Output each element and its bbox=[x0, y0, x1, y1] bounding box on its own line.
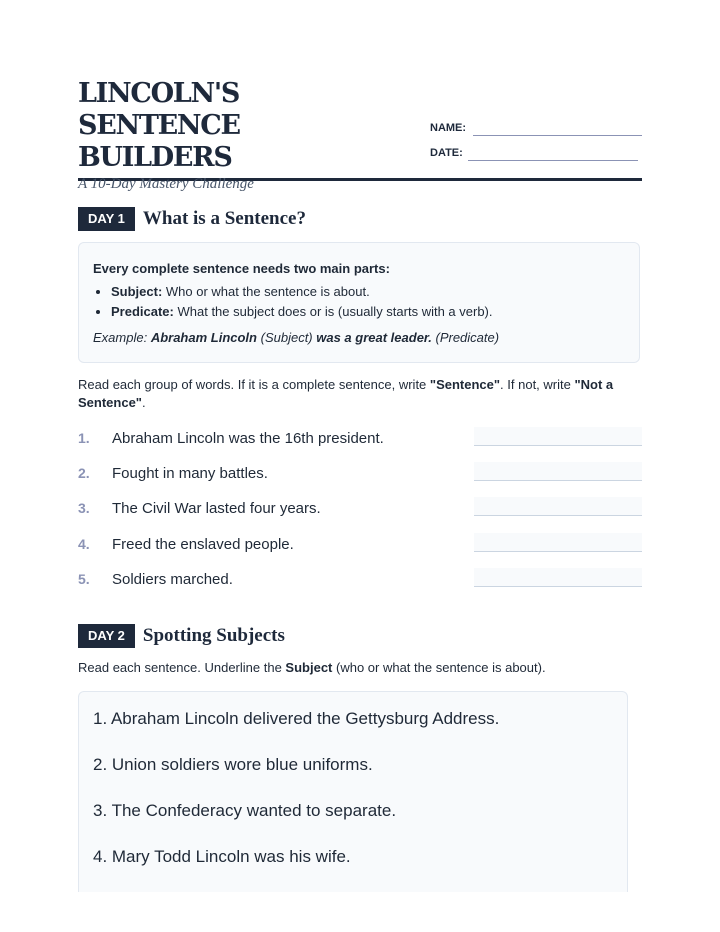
instructions-not-sentence-word: "Not a Sentence" bbox=[78, 377, 614, 410]
question-number: 3. bbox=[78, 500, 90, 516]
day1-heading bbox=[78, 207, 306, 231]
subject-sentence[interactable]: 1. Abraham Lincoln delivered the Gettysburg Address. bbox=[93, 709, 500, 728]
question-text: Abraham Lincoln was the 16th president. bbox=[112, 430, 384, 447]
name-field bbox=[430, 122, 466, 134]
subject-sentence[interactable]: 4. Mary Todd Lincoln was his wife. bbox=[93, 847, 351, 866]
question-number: 5. bbox=[78, 571, 90, 587]
answer-line[interactable] bbox=[474, 533, 642, 552]
example-prefix: Example: bbox=[93, 330, 151, 345]
question-number: 1. bbox=[78, 430, 90, 446]
worksheet-title: LINCOLN'S SENTENCE BUILDERS bbox=[78, 78, 240, 173]
question-row bbox=[78, 568, 642, 592]
question-text: Soldiers marched. bbox=[112, 571, 233, 588]
answer-line[interactable] bbox=[474, 497, 642, 516]
answer-line[interactable] bbox=[474, 427, 642, 446]
list-item bbox=[111, 302, 621, 322]
answer-line[interactable] bbox=[474, 462, 642, 481]
name-label: NAME: bbox=[430, 122, 467, 134]
date-label: DATE: bbox=[430, 147, 463, 159]
example-subject: Abraham Lincoln bbox=[150, 330, 257, 345]
example-predicate-tag: (Predicate) bbox=[431, 330, 500, 345]
day2-title: Spotting Subjects bbox=[142, 625, 285, 646]
predicate-term: Predicate: bbox=[111, 304, 174, 319]
subject-sentences-box bbox=[78, 691, 628, 892]
question-text: Freed the enslaved people. bbox=[112, 536, 294, 553]
name-line bbox=[473, 135, 642, 136]
instructions-text: (who or what the sentence is about). bbox=[332, 660, 546, 675]
question-row bbox=[78, 533, 642, 557]
day2-heading bbox=[78, 624, 285, 648]
parts-list bbox=[93, 282, 621, 322]
instructions-subject-word: Subject bbox=[285, 660, 333, 675]
subject-sentence[interactable]: 3. The Confederacy wanted to separate. bbox=[93, 801, 397, 820]
instructions-text: . bbox=[141, 395, 146, 410]
instructions-text: Read each group of words. If it is a complete sentence, write bbox=[78, 377, 430, 392]
question-number: 4. bbox=[78, 536, 90, 552]
instructions-sentence-word: "Sentence" bbox=[429, 377, 501, 392]
worksheet-subtitle: A 10-Day Mastery Challenge bbox=[78, 176, 254, 192]
predicate-definition: What the subject does or is (usually starts with a verb). bbox=[173, 304, 493, 319]
date-line bbox=[468, 160, 638, 161]
subject-definition: Who or what the sentence is about. bbox=[162, 284, 370, 299]
day1-badge: DAY 1 bbox=[78, 207, 135, 231]
date-field bbox=[430, 147, 463, 159]
sentence-parts-box bbox=[78, 242, 640, 363]
instructions-text: . If not, write bbox=[500, 377, 575, 392]
instructions-text: Read each sentence. Underline the bbox=[78, 660, 286, 675]
day2-badge: DAY 2 bbox=[78, 624, 135, 648]
example-predicate: was a great leader. bbox=[316, 330, 432, 345]
subject-term: Subject: bbox=[111, 284, 163, 299]
question-text: Fought in many battles. bbox=[112, 465, 268, 482]
example-subject-tag: (Subject) bbox=[257, 330, 317, 345]
question-number: 2. bbox=[78, 465, 90, 481]
question-text: The Civil War lasted four years. bbox=[112, 500, 321, 517]
worksheet-header bbox=[78, 78, 642, 192]
day1-title: What is a Sentence? bbox=[142, 208, 306, 229]
question-row bbox=[78, 497, 642, 521]
box-lead: Every complete sentence needs two main parts: bbox=[93, 261, 390, 276]
subject-sentence[interactable]: 2. Union soldiers wore blue uniforms. bbox=[93, 755, 373, 774]
question-row bbox=[78, 462, 642, 486]
answer-line[interactable] bbox=[474, 568, 642, 587]
list-item bbox=[111, 282, 621, 302]
question-row bbox=[78, 427, 642, 451]
example-sentence bbox=[93, 330, 621, 345]
day1-instructions bbox=[78, 376, 638, 412]
day2-instructions bbox=[78, 659, 638, 677]
